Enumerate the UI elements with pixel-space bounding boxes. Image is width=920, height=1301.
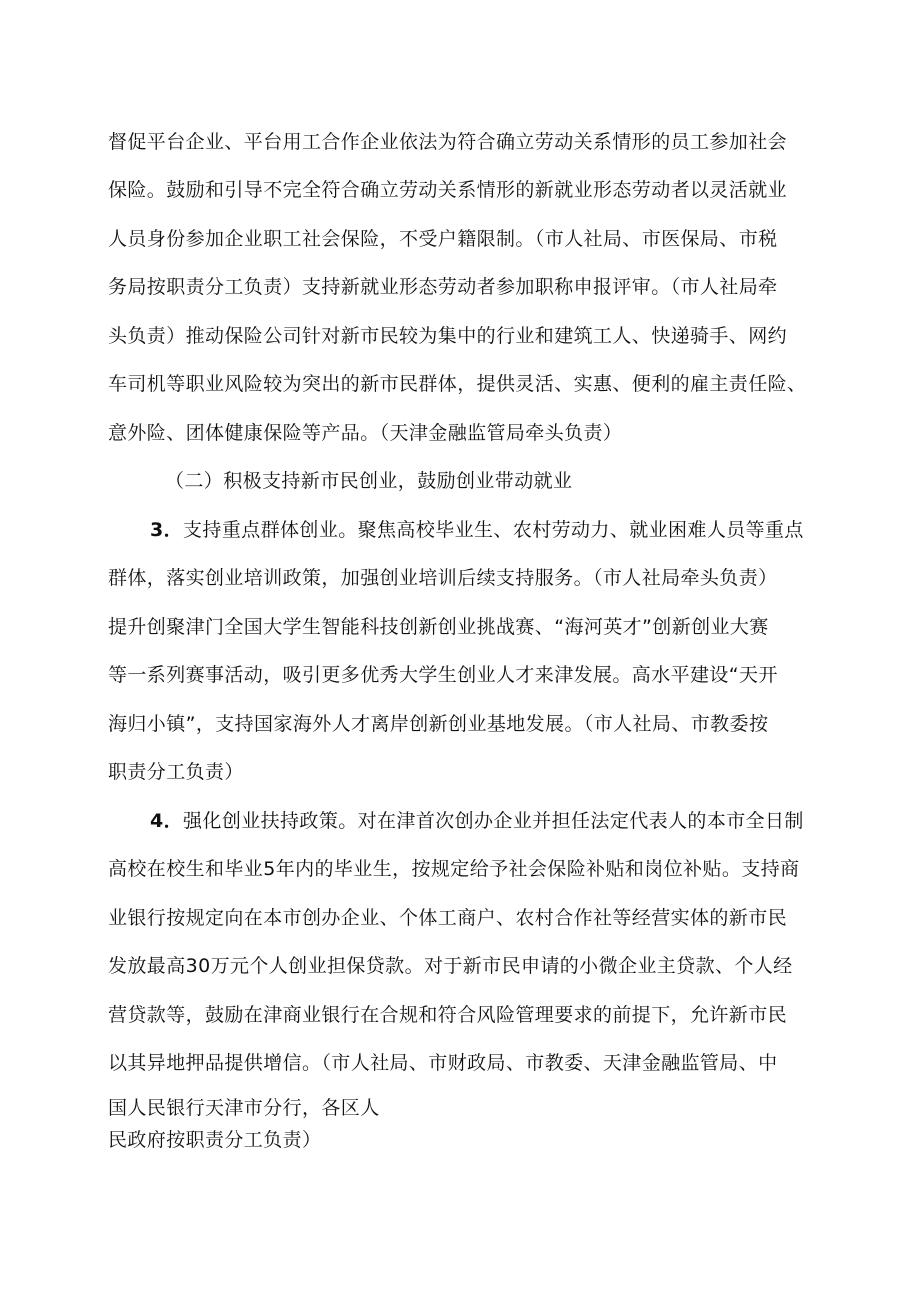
list-item-3-first-line xyxy=(150,518,804,542)
text-line: 海归小镇”，支持国家海外人才离岸创新创业基地发展。（市人社局、市教委按 xyxy=(108,713,769,735)
text-line: 以其异地押品提供增信。（市人社局、市财政局、市教委、天津金融监管局、中 xyxy=(108,1052,778,1074)
text-line: 民政府按职责分工负责） xyxy=(108,1129,322,1151)
text-line: 等一系列赛事活动，吸引更多优秀大学生创业人才来津发展。高水平建设“天开 xyxy=(108,664,778,686)
text-line: 群体，落实创业培训政策，加强创业培训后续支持服务。（市人社局牵头负责） xyxy=(108,567,778,589)
text-line: 高校在校生和毕业5年内的毕业生，按规定给予社会保险补贴和岗位补贴。支持商 xyxy=(108,858,800,880)
text-line: 职责分工负责） xyxy=(108,761,244,783)
item-number: 4． xyxy=(150,810,184,832)
text-line: 提升创聚津门全国大学生智能科技创新创业挑战赛、“海河英才”创新创业大赛 xyxy=(108,616,769,638)
item-text: 强化创业扶持政策。对在津首次创办企业并担任法定代表人的本市全日制 xyxy=(183,810,804,832)
list-item-4-first-line xyxy=(150,809,804,833)
section-heading: （二）积极支持新市民创业，鼓励创业带动就业 xyxy=(165,470,573,492)
item-number: 3． xyxy=(150,519,184,541)
text-line: 务局按职责分工负责）支持新就业形态劳动者参加职称申报评审。（市人社局牵 xyxy=(108,276,778,298)
text-line: 发放最高30万元个人创业担保贷款。对于新市民申请的小微企业主贷款、个人经 xyxy=(108,955,793,977)
text-line: 意外险、团体健康保险等产品。（天津金融监管局牵头负责） xyxy=(108,422,623,444)
text-line: 车司机等职业风险较为突出的新市民群体，提供灵活、实惠、便利的雇主责任险、 xyxy=(108,373,807,395)
text-line: 国人民银行天津市分行，各区人 xyxy=(108,1097,380,1119)
text-line: 保险。鼓励和引导不完全符合确立劳动关系情形的新就业形态劳动者以灵活就业 xyxy=(108,179,788,201)
text-line: 督促平台企业、平台用工合作企业依法为符合确立劳动关系情形的员工参加社会 xyxy=(108,131,788,153)
text-line: 人员身份参加企业职工社会保险，不受户籍限制。（市人社局、市医保局、市税 xyxy=(108,228,778,250)
text-line: 业银行按规定向在本市创办企业、个体工商户、农村合作社等经营实体的新市民 xyxy=(108,907,788,929)
item-text: 支持重点群体创业。聚焦高校毕业生、农村劳动力、就业困难人员等重点 xyxy=(183,519,804,541)
text-line: 营贷款等，鼓励在津商业银行在合规和符合风险管理要求的前提下，允许新市民 xyxy=(108,1004,788,1026)
text-line: 头负责）推动保险公司针对新市民较为集中的行业和建筑工人、快递骑手、网约 xyxy=(108,325,788,347)
